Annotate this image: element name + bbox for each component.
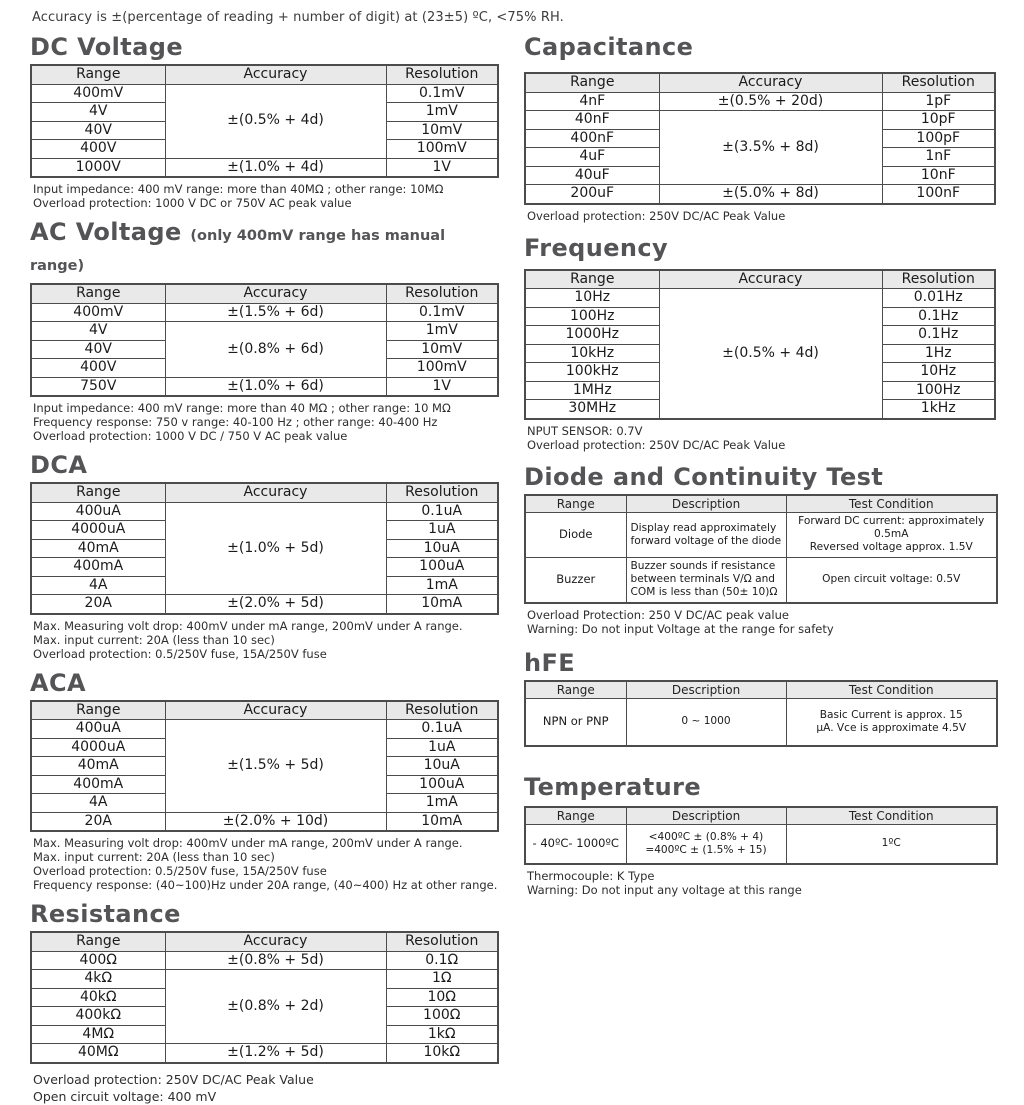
- hfe-table: [524, 680, 998, 747]
- table-row: [31, 377, 498, 396]
- table-cell: 40V: [31, 340, 165, 359]
- column-header: Range: [525, 807, 626, 825]
- resistance-title: [30, 901, 500, 927]
- column-header: Test Condition: [786, 807, 997, 825]
- note-line: Overload Protection: 250 V DC/AC peak value: [527, 607, 789, 622]
- table-cell: ±(1.5% + 6d): [165, 303, 386, 322]
- column-header: Description: [626, 495, 786, 513]
- table-cell: 4kΩ: [31, 970, 165, 989]
- column-header: Range: [31, 932, 165, 951]
- dc-voltage-title-text: DC Voltage: [30, 33, 183, 61]
- table-row: [31, 84, 498, 103]
- table-cell: 200uF: [525, 185, 659, 204]
- right-column: [524, 25, 998, 897]
- table-cell: 4MΩ: [31, 1025, 165, 1044]
- table-cell: 10mA: [386, 595, 498, 614]
- table-cell: 400uA: [31, 720, 165, 739]
- table-cell: 1pF: [882, 92, 995, 111]
- section-resistance: [30, 901, 500, 1105]
- column-header: Range: [525, 270, 659, 289]
- table-cell: 10kΩ: [386, 1044, 498, 1063]
- note-line: Overload protection: 1000 V DC or 750V AC peak value: [33, 196, 352, 210]
- left-column: [30, 25, 500, 1105]
- table-cell: 100mV: [386, 359, 498, 378]
- table-cell: 10mV: [386, 340, 498, 359]
- dca-title: [30, 452, 500, 478]
- table-cell: ±(0.8% + 2d): [165, 970, 386, 1044]
- ac-voltage-title-text: AC Voltage: [30, 218, 182, 246]
- table-header-row: [525, 807, 997, 825]
- cell-line: =400ºC ± (1.5% + 15): [645, 843, 767, 856]
- resistance-notes: [33, 1071, 500, 1105]
- cell-line: Basic Current is approx. 15: [819, 708, 963, 721]
- cell-line: Reversed voltage approx. 1.5V: [809, 541, 973, 553]
- table-cell: ±(1.0% + 4d): [165, 158, 386, 177]
- note-line: Max. input current: 20A (less than 10 sec): [33, 632, 275, 647]
- table-row: [31, 970, 498, 989]
- table-cell: 100uA: [386, 775, 498, 794]
- table-cell: 0.1Hz: [882, 326, 995, 345]
- note-line: NPUT SENSOR: 0.7V: [527, 423, 643, 438]
- table-cell: Display read approximately forward voltage of the diode: [626, 512, 786, 557]
- dca-notes: [33, 619, 500, 661]
- table-row: [525, 824, 997, 864]
- column-header: Resolution: [386, 483, 498, 502]
- note-line: Overload protection: 250V DC/AC Peak Value: [33, 1071, 314, 1087]
- table-cell: 0.1mV: [386, 303, 498, 322]
- resistance-title-text: Resistance: [30, 900, 181, 928]
- note-line: Warning: Do not input any voltage at this range: [527, 882, 802, 897]
- table-header-row: [31, 284, 498, 303]
- table-cell: 4000uA: [31, 521, 165, 540]
- hfe-title: [524, 650, 998, 676]
- column-header: Range: [525, 73, 659, 92]
- aca-table: [30, 700, 499, 833]
- table-cell: ±(2.0% + 10d): [165, 812, 386, 831]
- note-line: Overload protection: 250V DC/AC Peak Value: [527, 437, 786, 452]
- column-header: Range: [31, 65, 165, 84]
- aca-notes: [33, 836, 500, 892]
- table-cell: 4uF: [525, 148, 659, 167]
- table-cell: 30MHz: [525, 400, 659, 419]
- dc-voltage-title: [30, 34, 500, 60]
- temperature-notes: [527, 869, 998, 897]
- table-cell: 10uA: [386, 539, 498, 558]
- table-cell: 400Ω: [31, 951, 165, 970]
- column-header: Resolution: [882, 270, 995, 289]
- note-line: Input impedance: 400 mV range: more than 40 MΩ ; other range: 10 MΩ: [33, 401, 451, 415]
- accuracy-header-note: Accuracy is ±(percentage of reading + number of digit) at (23±5) ºC, <75% RH.: [32, 10, 564, 25]
- table-cell: 40V: [31, 121, 165, 140]
- table-row: [31, 303, 498, 322]
- section-aca: [30, 670, 500, 893]
- table-cell: 100uA: [386, 558, 498, 577]
- frequency-table: [524, 269, 996, 420]
- table-cell: 4nF: [525, 92, 659, 111]
- table-cell: 40uF: [525, 166, 659, 185]
- table-cell: 400mA: [31, 775, 165, 794]
- column-header: Accuracy: [165, 932, 386, 951]
- table-cell: ±(0.5% + 4d): [659, 289, 882, 419]
- table-cell: 40kΩ: [31, 988, 165, 1007]
- table-row: [31, 595, 498, 614]
- column-header: Resolution: [386, 284, 498, 303]
- column-header: Test Condition: [786, 495, 997, 513]
- temperature-title: [524, 774, 998, 800]
- table-cell: ±(1.5% + 5d): [165, 720, 386, 813]
- table-cell: 400V: [31, 140, 165, 159]
- table-header-row: [525, 73, 995, 92]
- column-header: Resolution: [882, 73, 995, 92]
- table-cell: 10pF: [882, 111, 995, 130]
- table-cell: 100pF: [882, 129, 995, 148]
- table-cell: 20A: [31, 595, 165, 614]
- table-cell: 0.1mV: [386, 84, 498, 103]
- table-cell: 400nF: [525, 129, 659, 148]
- table-cell: - 40ºC- 1000ºC: [525, 824, 626, 864]
- table-cell: 10Hz: [525, 289, 659, 308]
- table-cell: ±(2.0% + 5d): [165, 595, 386, 614]
- table-row: [525, 111, 995, 130]
- section-frequency: [524, 235, 998, 452]
- table-cell: 0 ~ 1000: [626, 698, 786, 746]
- table-cell: 1000V: [31, 158, 165, 177]
- frequency-title: [524, 235, 998, 261]
- table-cell: 1nF: [882, 148, 995, 167]
- table-cell: Diode: [525, 512, 626, 557]
- column-header: Range: [31, 284, 165, 303]
- note-line: Overload protection: 250V DC/AC Peak Value: [527, 208, 786, 223]
- ac-voltage-subtitle: (only 400mV range has manual range): [30, 228, 446, 274]
- column-header: Accuracy: [659, 73, 882, 92]
- table-cell: 1mV: [386, 103, 498, 122]
- column-header: Test Condition: [786, 681, 997, 699]
- table-cell: 100nF: [882, 185, 995, 204]
- table-cell: 20A: [31, 812, 165, 831]
- table-header-row: [525, 495, 997, 513]
- note-line: Max. Measuring volt drop: 400mV under mA range, 200mV under A range.: [33, 618, 463, 633]
- section-diode-continuity: [524, 464, 998, 636]
- section-temperature: [524, 774, 998, 897]
- ac-voltage-table: [30, 283, 499, 397]
- table-cell: 0.1uA: [386, 502, 498, 521]
- note-line: Frequency response: 750 v range: 40-100 Hz ; other range: 40-400 Hz: [33, 415, 438, 429]
- table-cell: 100Ω: [386, 1007, 498, 1026]
- table-cell: 1000Hz: [525, 326, 659, 345]
- diode-continuity-title: [524, 464, 998, 490]
- table-cell: 10Hz: [882, 363, 995, 382]
- table-cell: ±(0.8% + 5d): [165, 951, 386, 970]
- table-header-row: [31, 932, 498, 951]
- column-header: Resolution: [386, 932, 498, 951]
- capacitance-table: [524, 72, 996, 205]
- diode-continuity-title-text: Diode and Continuity Test: [524, 462, 884, 491]
- table-cell: ±(1.2% + 5d): [165, 1044, 386, 1063]
- section-ac-voltage: [30, 219, 500, 443]
- table-cell: 400uA: [31, 502, 165, 521]
- note-line: Max. input current: 20A (less than 10 sec): [33, 850, 275, 864]
- column-header: Range: [31, 701, 165, 720]
- column-header: Range: [525, 681, 626, 699]
- table-cell: 1mA: [386, 576, 498, 595]
- table-cell: [626, 824, 786, 864]
- table-cell: 100kHz: [525, 363, 659, 382]
- table-cell: 400V: [31, 359, 165, 378]
- table-cell: Open circuit voltage: 0.5V: [786, 557, 997, 603]
- section-dca: [30, 452, 500, 661]
- table-cell: 1uA: [386, 521, 498, 540]
- table-row: [31, 322, 498, 341]
- table-cell: 1V: [386, 158, 498, 177]
- table-cell: 1mV: [386, 322, 498, 341]
- dca-title-text: DCA: [30, 451, 88, 479]
- note-line: Overload protection: 1000 V DC / 750 V AC peak value: [33, 429, 348, 443]
- table-cell: 1kΩ: [386, 1025, 498, 1044]
- column-header: Accuracy: [165, 284, 386, 303]
- diode-continuity-notes: [527, 608, 998, 636]
- table-header-row: [31, 65, 498, 84]
- cell-line: <400ºC ± (0.8% + 4): [648, 830, 764, 843]
- table-cell: 100Hz: [882, 381, 995, 400]
- table-cell: 10mV: [386, 121, 498, 140]
- note-line: Input impedance: 400 mV range: more than 40MΩ ; other range: 10MΩ: [33, 182, 444, 196]
- table-cell: 1kHz: [882, 400, 995, 419]
- table-cell: 100Hz: [525, 307, 659, 326]
- table-cell: 0.1Hz: [882, 307, 995, 326]
- table-cell: 10mA: [386, 812, 498, 831]
- table-header-row: [31, 701, 498, 720]
- table-cell: 4A: [31, 794, 165, 813]
- table-cell: 10nF: [882, 166, 995, 185]
- table-header-row: [525, 270, 995, 289]
- table-cell: 40mA: [31, 757, 165, 776]
- table-cell: ±(0.8% + 6d): [165, 322, 386, 378]
- note-line: Frequency response: (40~100)Hz under 20A range, (40~400) Hz at other range.: [33, 878, 498, 892]
- aca-title-text: ACA: [30, 668, 86, 697]
- table-cell: 0.1uA: [386, 720, 498, 739]
- ac-voltage-title: [30, 219, 500, 279]
- table-row: [31, 720, 498, 739]
- table-cell: [786, 512, 997, 557]
- table-header-row: [31, 483, 498, 502]
- table-cell: 400mV: [31, 84, 165, 103]
- section-hfe: [524, 650, 998, 747]
- table-row: [31, 951, 498, 970]
- table-cell: ±(1.0% + 5d): [165, 502, 386, 595]
- cell-line: µA. Vce is approximate 4.5V: [816, 721, 967, 734]
- column-header: Accuracy: [165, 483, 386, 502]
- table-row: [525, 92, 995, 111]
- table-cell: 400kΩ: [31, 1007, 165, 1026]
- column-header: Range: [31, 483, 165, 502]
- table-cell: 4A: [31, 576, 165, 595]
- table-cell: [786, 698, 997, 746]
- section-capacitance: [524, 34, 998, 223]
- column-header: Resolution: [386, 701, 498, 720]
- table-cell: 4V: [31, 322, 165, 341]
- ac-voltage-notes: [33, 401, 500, 443]
- table-header-row: [525, 681, 997, 699]
- temperature-table: [524, 806, 998, 865]
- table-row: [525, 512, 997, 557]
- table-cell: 0.1Ω: [386, 951, 498, 970]
- table-row: [525, 557, 997, 603]
- table-row: [31, 502, 498, 521]
- table-row: [525, 185, 995, 204]
- table-row: [31, 812, 498, 831]
- note-line: Overload protection: 0.5/250V fuse, 15A/250V fuse: [33, 864, 327, 878]
- table-cell: Buzzer sounds if resistance between terminals V/Ω and COM is less than (50± 10)Ω: [626, 557, 786, 603]
- table-row: [31, 1044, 498, 1063]
- table-cell: 1MHz: [525, 381, 659, 400]
- column-header: Accuracy: [165, 65, 386, 84]
- table-cell: 10uA: [386, 757, 498, 776]
- table-cell: ±(0.5% + 20d): [659, 92, 882, 111]
- table-cell: ±(0.5% + 4d): [165, 84, 386, 158]
- column-header: Description: [626, 807, 786, 825]
- note-line: Overload protection: 0.5/250V fuse, 15A/250V fuse: [33, 646, 327, 661]
- capacitance-notes: [527, 209, 998, 223]
- resistance-table: [30, 931, 499, 1064]
- table-cell: 1mA: [386, 794, 498, 813]
- column-header: Description: [626, 681, 786, 699]
- column-header: Range: [525, 495, 626, 513]
- table-cell: 100mV: [386, 140, 498, 159]
- table-cell: ±(1.0% + 6d): [165, 377, 386, 396]
- table-cell: 400mV: [31, 303, 165, 322]
- cell-line: Forward DC current: approximately 0.5mA: [798, 515, 985, 540]
- column-header: Accuracy: [659, 270, 882, 289]
- note-line: Thermocouple: K Type: [527, 868, 655, 883]
- table-cell: 40nF: [525, 111, 659, 130]
- dca-table: [30, 482, 499, 615]
- frequency-title-text: Frequency: [524, 233, 669, 262]
- table-row: [31, 158, 498, 177]
- table-cell: 40MΩ: [31, 1044, 165, 1063]
- hfe-title-text: hFE: [524, 648, 576, 677]
- note-line: Warning: Do not input Voltage at the range for safety: [527, 621, 834, 636]
- table-cell: Buzzer: [525, 557, 626, 603]
- table-cell: 1Ω: [386, 970, 498, 989]
- dc-voltage-notes: [33, 182, 500, 210]
- note-line: Max. Measuring volt drop: 400mV under mA range, 200mV under A range.: [33, 836, 463, 850]
- aca-title: [30, 670, 500, 696]
- table-cell: 400mA: [31, 558, 165, 577]
- table-cell: NPN or PNP: [525, 698, 626, 746]
- table-cell: ±(3.5% + 8d): [659, 111, 882, 185]
- table-cell: 750V: [31, 377, 165, 396]
- note-line: Open circuit voltage: 400 mV: [33, 1088, 217, 1104]
- temperature-title-text: Temperature: [524, 772, 702, 801]
- table-cell: 1uA: [386, 738, 498, 757]
- section-dc-voltage: [30, 34, 500, 210]
- table-cell: 10kHz: [525, 344, 659, 363]
- frequency-notes: [527, 424, 998, 452]
- capacitance-title: [524, 34, 998, 60]
- table-cell: 10Ω: [386, 988, 498, 1007]
- table-cell: 4V: [31, 103, 165, 122]
- table-cell: 0.01Hz: [882, 289, 995, 308]
- table-cell: 1ºC: [786, 824, 997, 864]
- table-row: [525, 289, 995, 308]
- column-header: Accuracy: [165, 701, 386, 720]
- table-cell: 4000uA: [31, 738, 165, 757]
- table-cell: 1V: [386, 377, 498, 396]
- dc-voltage-table: [30, 64, 499, 178]
- table-row: [525, 698, 997, 746]
- column-header: Resolution: [386, 65, 498, 84]
- table-cell: 1Hz: [882, 344, 995, 363]
- table-cell: 40mA: [31, 539, 165, 558]
- capacitance-title-text: Capacitance: [524, 33, 694, 61]
- two-column-layout: [30, 25, 1024, 1105]
- table-cell: ±(5.0% + 8d): [659, 185, 882, 204]
- diode-continuity-table: [524, 494, 998, 604]
